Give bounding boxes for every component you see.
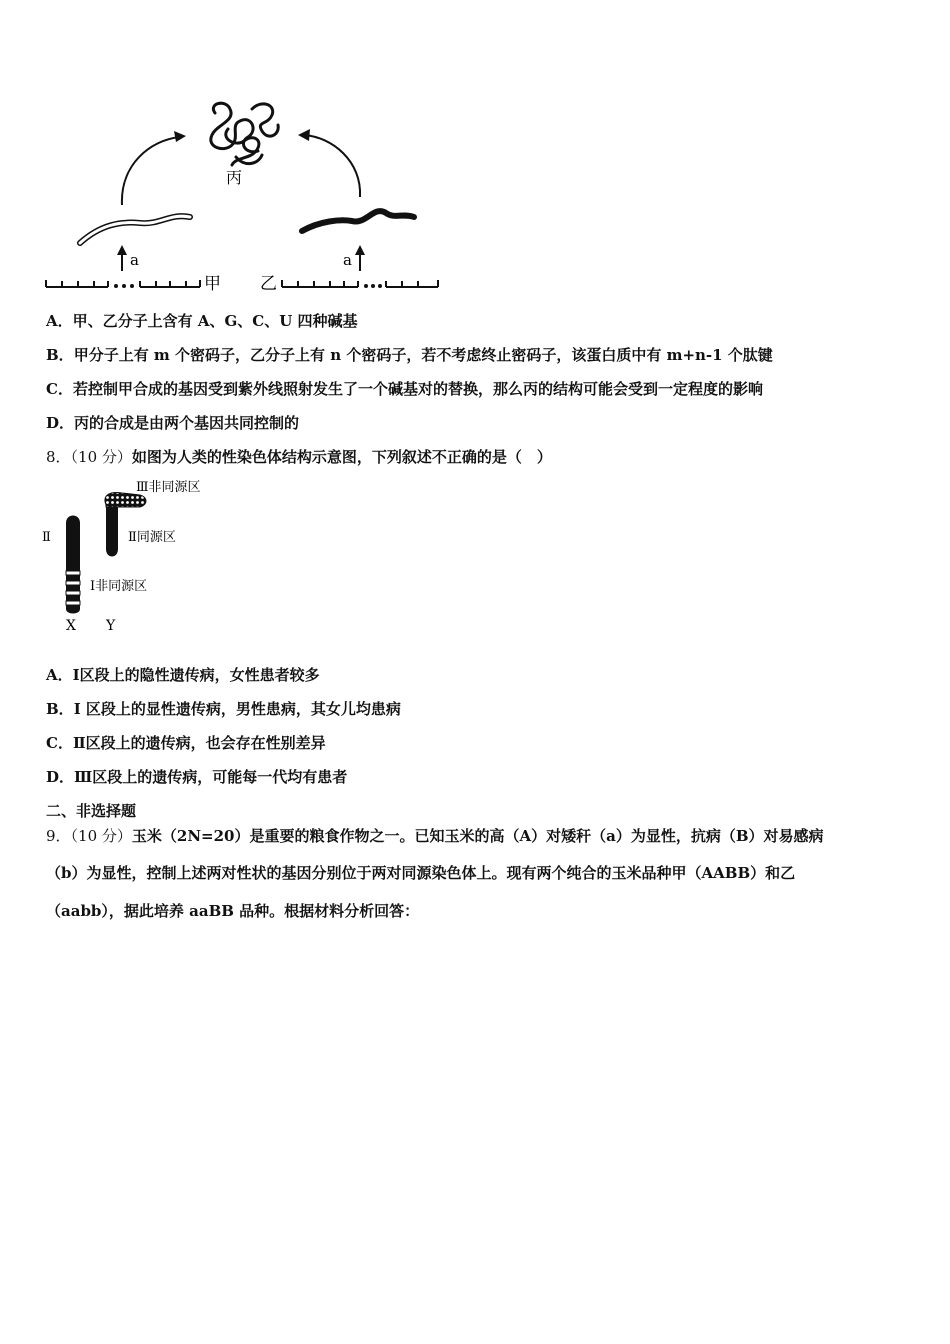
option-text: Ⅱ区段上的遗传病，也会存在性别差异	[72, 734, 326, 752]
sex-chromosome-diagram	[40, 475, 230, 640]
option-letter: C．	[46, 380, 73, 398]
option-text: Ⅰ区段上的隐性遗传病，女性患者较多	[72, 666, 320, 684]
left-arrow-head	[174, 131, 186, 142]
q8-option-d	[46, 767, 347, 787]
option-letter: A．	[46, 312, 73, 330]
question-points: （10 分）	[70, 448, 132, 466]
q8-stem	[46, 447, 552, 467]
q7-option-d	[46, 413, 299, 433]
label-left-mark: Ⅱ	[42, 530, 51, 545]
mrna-yi-dots	[364, 284, 382, 288]
option-text: 若控制甲合成的基因受到紫外线照射发生了一个碱基对的替换，那么丙的结构可能会受到一定程度的影响	[72, 380, 763, 398]
label-a-right: a	[343, 251, 352, 269]
q9-line3: （aabb），据此培养 aaBB 品种。根据材料分析回答：	[46, 902, 420, 920]
translation-diagram	[40, 95, 450, 300]
label-region2: Ⅱ同源区	[128, 530, 176, 545]
q7-option-c	[46, 379, 763, 399]
label-a-left: a	[130, 251, 139, 269]
q7-option-b	[46, 345, 773, 365]
question-number: 9．	[46, 827, 71, 845]
mrna-yi	[282, 280, 438, 287]
right-up-arrow-head	[355, 245, 365, 255]
option-letter: B．	[46, 346, 74, 364]
label-jia: 甲	[204, 274, 221, 294]
option-letter: B．	[46, 700, 74, 718]
left-up-arrow-head	[117, 245, 127, 255]
right-peptide-chain	[302, 211, 414, 231]
q9-line1	[46, 826, 824, 846]
left-curved-arrow	[122, 137, 180, 205]
q9-line2: （b）为显性，控制上述两对性状的基因分别位于两对同源染色体上。现有两个纯合的玉米品种甲（AABB）和乙	[46, 864, 796, 882]
question-text: 玉米（2N=20）是重要的粮食作物之一。已知玉米的高（A）对矮秆（a）为显性，抗病（B）对易感病	[131, 827, 824, 845]
option-text: 甲分子上有 m 个密码子，乙分子上有 n 个密码子，若不考虑终止密码子，该蛋白质中有 m+n-1 个肽键	[73, 346, 773, 364]
q8-option-b	[46, 699, 401, 719]
label-bing: 丙	[226, 168, 243, 187]
mrna-jia-dots	[114, 284, 134, 288]
question-points: （10 分）	[70, 827, 132, 845]
label-region1: Ⅰ非同源区	[90, 579, 148, 594]
right-arrow-head	[298, 129, 310, 141]
option-letter: A．	[46, 666, 73, 684]
y-chromosome	[105, 493, 146, 557]
option-letter: D．	[46, 414, 75, 432]
protein-chain-icon	[211, 103, 278, 165]
option-text: I 区段上的显性遗传病，男性患病，其女儿均患病	[73, 700, 401, 718]
q7-option-a	[46, 311, 358, 331]
option-text: 丙的合成是由两个基因共同控制的	[74, 414, 300, 432]
label-region3: Ⅲ非同源区	[136, 480, 201, 495]
q8-option-a	[46, 665, 320, 685]
option-letter: D．	[46, 768, 75, 786]
option-text: Ⅲ区段上的遗传病，可能每一代均有患者	[74, 768, 348, 786]
right-curved-arrow	[304, 135, 360, 197]
x-chromosome	[66, 516, 80, 614]
label-yi: 乙	[260, 274, 277, 294]
option-text: 甲、乙分子上含有 A、G、C、U 四种碱基	[72, 312, 358, 330]
question-stem: 如图为人类的性染色体结构示意图，下列叙述不正确的是（ ）	[131, 448, 552, 466]
label-y: Y	[106, 618, 116, 634]
section-title: 二、非选择题	[46, 802, 137, 820]
q8-option-c	[46, 733, 326, 753]
question-number: 8．	[46, 448, 71, 466]
option-letter: C．	[46, 734, 73, 752]
label-x: X	[66, 618, 76, 634]
